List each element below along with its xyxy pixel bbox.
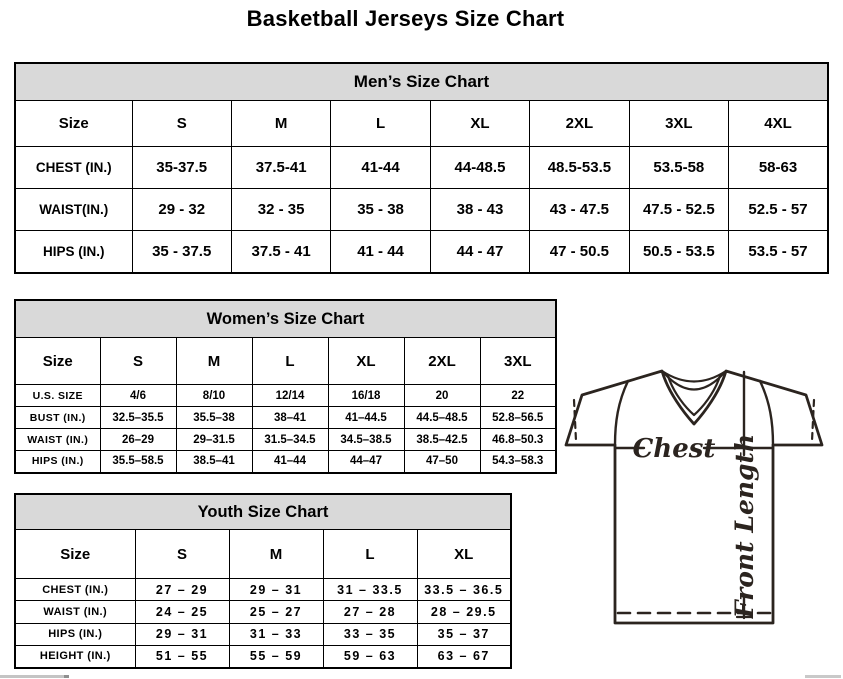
column-header: 3XL: [480, 338, 556, 385]
table-cell: 54.3–58.3: [480, 451, 556, 473]
womens-size-table: [14, 299, 557, 474]
table-cell: 47 - 50.5: [530, 231, 629, 273]
table-cell: 52.8–56.5: [480, 407, 556, 429]
table-row: [15, 189, 828, 231]
mens-size-table: [14, 62, 829, 274]
table-cell: 32 - 35: [231, 189, 330, 231]
table-cell: 35 - 37.5: [132, 231, 231, 273]
table-cell: 63 – 67: [417, 645, 511, 667]
table-cell: 44–47: [328, 451, 404, 473]
table-cell: 33 – 35: [323, 623, 417, 645]
table-cell: 38.5–41: [176, 451, 252, 473]
table-title-row: [15, 300, 556, 338]
table-row: [15, 623, 511, 645]
table-cell: 35 - 38: [331, 189, 430, 231]
column-header: L: [331, 101, 430, 147]
table-cell: 27 – 29: [135, 579, 229, 601]
table-cell: 51 – 55: [135, 645, 229, 667]
table-cell: 20: [404, 385, 480, 407]
row-label: CHEST (IN.): [15, 579, 135, 601]
jersey-measurement-diagram: [552, 362, 843, 662]
table-cell: 29 – 31: [229, 579, 323, 601]
table-row: [15, 579, 511, 601]
table-cell: 41–44.5: [328, 407, 404, 429]
row-label: HIPS (IN.): [15, 231, 132, 273]
table-cell: 29 – 31: [135, 623, 229, 645]
jersey-outline: [566, 371, 822, 623]
row-label: BUST (IN.): [15, 407, 100, 429]
table-cell: 37.5-41: [231, 147, 330, 189]
table-row: [15, 429, 556, 451]
table-cell: 47–50: [404, 451, 480, 473]
table-cell: 38 - 43: [430, 189, 529, 231]
size-header: Size: [15, 101, 132, 147]
womens-header-row: [15, 338, 556, 385]
table-cell: 31 – 33.5: [323, 579, 417, 601]
table-row: [15, 147, 828, 189]
table-cell: 47.5 - 52.5: [629, 189, 728, 231]
size-header: Size: [15, 338, 100, 385]
youth-size-table: [14, 493, 512, 669]
table-cell: 35 – 37: [417, 623, 511, 645]
column-header: M: [231, 101, 330, 147]
column-header: XL: [430, 101, 529, 147]
row-label: WAIST (IN.): [15, 429, 100, 451]
column-header: M: [176, 338, 252, 385]
table-cell: 58-63: [729, 147, 828, 189]
table-cell: 4/6: [100, 385, 176, 407]
table-cell: 38.5–42.5: [404, 429, 480, 451]
youth-header-row: [15, 530, 511, 579]
table-cell: 53.5 - 57: [729, 231, 828, 273]
row-label: HIPS (IN.): [15, 623, 135, 645]
table-cell: 55 – 59: [229, 645, 323, 667]
table-cell: 44.5–48.5: [404, 407, 480, 429]
table-cell: 29–31.5: [176, 429, 252, 451]
table-row: [15, 231, 828, 273]
table-cell: 59 – 63: [323, 645, 417, 667]
column-header: L: [323, 530, 417, 579]
table-cell: 34.5–38.5: [328, 429, 404, 451]
table-cell: 43 - 47.5: [530, 189, 629, 231]
front-length-label: Front Length: [730, 433, 759, 619]
table-cell: 22: [480, 385, 556, 407]
table-cell: 32.5–35.5: [100, 407, 176, 429]
table-cell: 37.5 - 41: [231, 231, 330, 273]
table-cell: 24 – 25: [135, 601, 229, 623]
table-row: [15, 451, 556, 473]
table-cell: 44-48.5: [430, 147, 529, 189]
row-label: HIPS (IN.): [15, 451, 100, 473]
table-cell: 53.5-58: [629, 147, 728, 189]
table-cell: 35.5–58.5: [100, 451, 176, 473]
youth-table-title: Youth Size Chart: [15, 494, 511, 530]
column-header: 2XL: [404, 338, 480, 385]
column-header: 4XL: [729, 101, 828, 147]
column-header: XL: [417, 530, 511, 579]
row-label: HEIGHT (IN.): [15, 645, 135, 667]
column-header: 2XL: [530, 101, 629, 147]
table-row: [15, 645, 511, 667]
table-cell: 29 - 32: [132, 189, 231, 231]
row-label: WAIST(IN.): [15, 189, 132, 231]
size-header: Size: [15, 530, 135, 579]
mens-table-title: Men’s Size Chart: [15, 63, 828, 101]
column-header: S: [135, 530, 229, 579]
table-row: [15, 407, 556, 429]
table-cell: 35-37.5: [132, 147, 231, 189]
row-label: CHEST (IN.): [15, 147, 132, 189]
womens-table-title: Women’s Size Chart: [15, 300, 556, 338]
table-cell: 41–44: [252, 451, 328, 473]
table-cell: 26–29: [100, 429, 176, 451]
column-header: L: [252, 338, 328, 385]
column-header: M: [229, 530, 323, 579]
column-header: S: [132, 101, 231, 147]
table-cell: 16/18: [328, 385, 404, 407]
table-cell: 48.5-53.5: [530, 147, 629, 189]
table-cell: 27 – 28: [323, 601, 417, 623]
table-cell: 35.5–38: [176, 407, 252, 429]
table-cell: 31.5–34.5: [252, 429, 328, 451]
chest-label: Chest: [632, 434, 716, 464]
column-header: S: [100, 338, 176, 385]
table-row: [15, 601, 511, 623]
table-cell: 41-44: [331, 147, 430, 189]
table-title-row: [15, 494, 511, 530]
table-cell: 50.5 - 53.5: [629, 231, 728, 273]
table-cell: 31 – 33: [229, 623, 323, 645]
table-cell: 28 – 29.5: [417, 601, 511, 623]
horizontal-scrollbar-thumb-edge[interactable]: [64, 675, 69, 678]
table-cell: 44 - 47: [430, 231, 529, 273]
page-title: Basketball Jerseys Size Chart: [246, 6, 565, 31]
table-cell: 41 - 44: [331, 231, 430, 273]
table-row: [15, 385, 556, 407]
table-cell: 38–41: [252, 407, 328, 429]
table-cell: 8/10: [176, 385, 252, 407]
table-cell: 12/14: [252, 385, 328, 407]
table-cell: 46.8–50.3: [480, 429, 556, 451]
column-header: XL: [328, 338, 404, 385]
column-header: 3XL: [629, 101, 728, 147]
mens-header-row: [15, 101, 828, 147]
row-label: WAIST (IN.): [15, 601, 135, 623]
table-cell: 25 – 27: [229, 601, 323, 623]
table-cell: 52.5 - 57: [729, 189, 828, 231]
horizontal-scrollbar-right[interactable]: [805, 675, 841, 678]
table-title-row: [15, 63, 828, 101]
horizontal-scrollbar-left[interactable]: [0, 675, 64, 678]
table-cell: 33.5 – 36.5: [417, 579, 511, 601]
row-label: U.S. SIZE: [15, 385, 100, 407]
